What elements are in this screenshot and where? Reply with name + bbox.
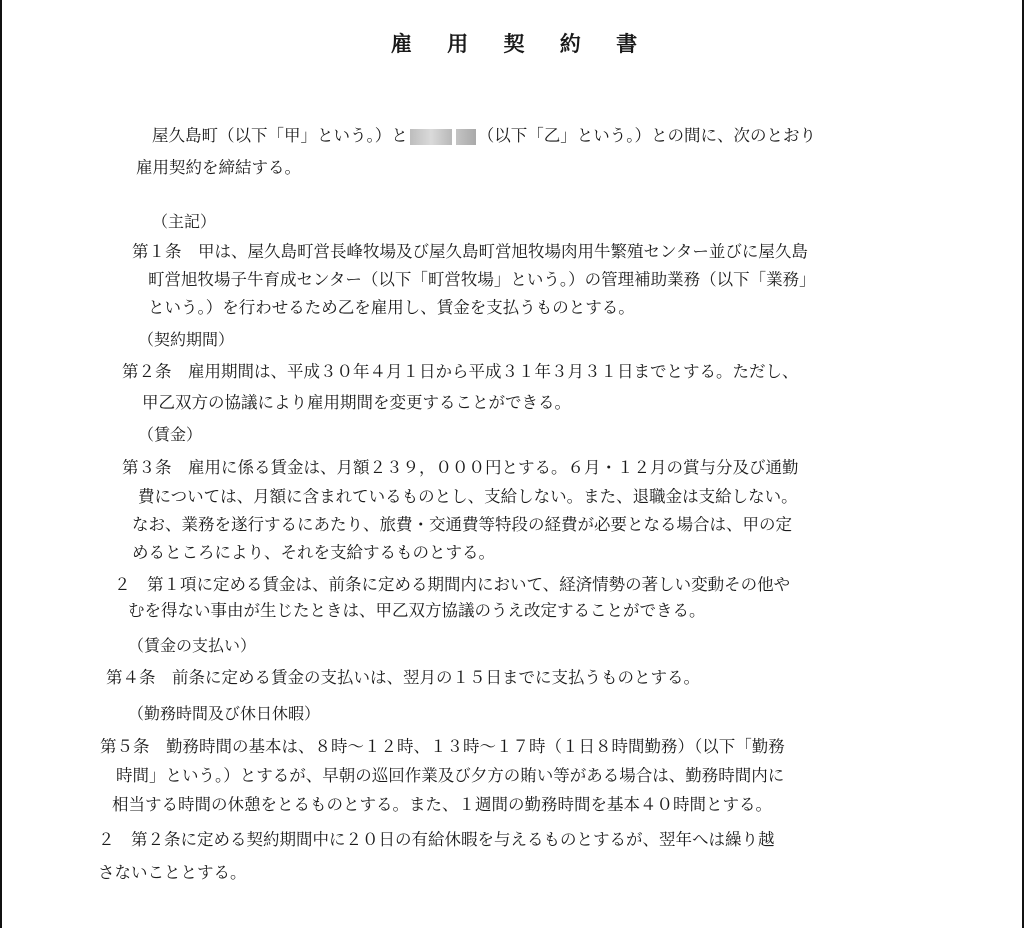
article-3-line-4: めるところにより、それを支給するものとする。: [132, 543, 495, 562]
article-5-para-2-line-1: ２ 第２条に定める契約期間中に２０日の有給休暇を与えるものとするが、翌年へは繰り越: [98, 830, 775, 849]
article-5-para-2-line-2: さないこととする。: [98, 863, 247, 882]
redacted-name-1: [410, 129, 452, 145]
heading-main: （主記）: [152, 212, 217, 231]
article-1-line-1: 第１条 甲は、屋久島町営長峰牧場及び屋久島町営旭牧場肉用牛繁殖センター並びに屋久島: [132, 242, 808, 261]
article-2-line-1: 第２条 雇用期間は、平成３０年４月１日から平成３１年３月３１日までとする。ただし、: [122, 362, 799, 381]
article-1-line-3: という。）を行わせるため乙を雇用し、賃金を支払うものとする。: [148, 298, 635, 317]
article-5-line-2: 時間」という。）とするが、早朝の巡回作業及び夕方の賄い等がある場合は、勤務時間内に: [116, 766, 785, 785]
heading-contract-period: （契約期間）: [138, 330, 235, 349]
article-1-line-2: 町営旭牧場子牛育成センター（以下「町営牧場」という。）の管理補助業務（以下「業務」: [148, 270, 816, 289]
article-3-para-2-line-2: むを得ない事由が生じたときは、甲乙双方協議のうえ改定することができる。: [128, 601, 706, 620]
intro-line-2: 雇用契約を締結する。: [136, 158, 301, 177]
intro-line-1: [152, 126, 816, 146]
article-3-line-2: 費については、月額に含まれているものとし、支給しない。また、退職金は支給しない。: [138, 487, 798, 506]
article-2-line-2: 甲乙双方の協議により雇用期間を変更することができる。: [142, 393, 571, 412]
redacted-name-2: [456, 129, 476, 145]
heading-wages: （賃金）: [138, 425, 203, 444]
article-4-line-1: 第４条 前条に定める賃金の支払いは、翌月の１５日までに支払うものとする。: [106, 668, 700, 687]
article-3-line-3: なお、業務を遂行するにあたり、旅費・交通費等特段の経費が必要となる場合は、甲の定: [132, 515, 792, 534]
heading-working-hours: （勤務時間及び休日休暇）: [128, 704, 321, 723]
article-5-line-1: 第５条 勤務時間の基本は、８時～１２時、１３時～１７時（１日８時間勤務）（以下「勤務: [100, 737, 785, 756]
intro-text-after: （以下「乙」という。）との間に、次のとおり: [477, 126, 816, 145]
intro-text-before: 屋久島町（以下「甲」という。）と: [152, 126, 408, 145]
article-3-line-1: 第３条 雇用に係る賃金は、月額２３９，０００円とする。６月・１２月の賞与分及び通勤: [122, 458, 799, 477]
article-5-line-3: 相当する時間の休憩をとるものとする。また、１週間の勤務時間を基本４０時間とする。: [112, 795, 772, 814]
document-title: 雇 用 契 約 書: [390, 31, 652, 56]
heading-wage-payment: （賃金の支払い）: [128, 636, 257, 655]
article-3-para-2-line-1: ２ 第１項に定める賃金は、前条に定める期間内において、経済情勢の著しい変動その他や: [114, 575, 791, 594]
